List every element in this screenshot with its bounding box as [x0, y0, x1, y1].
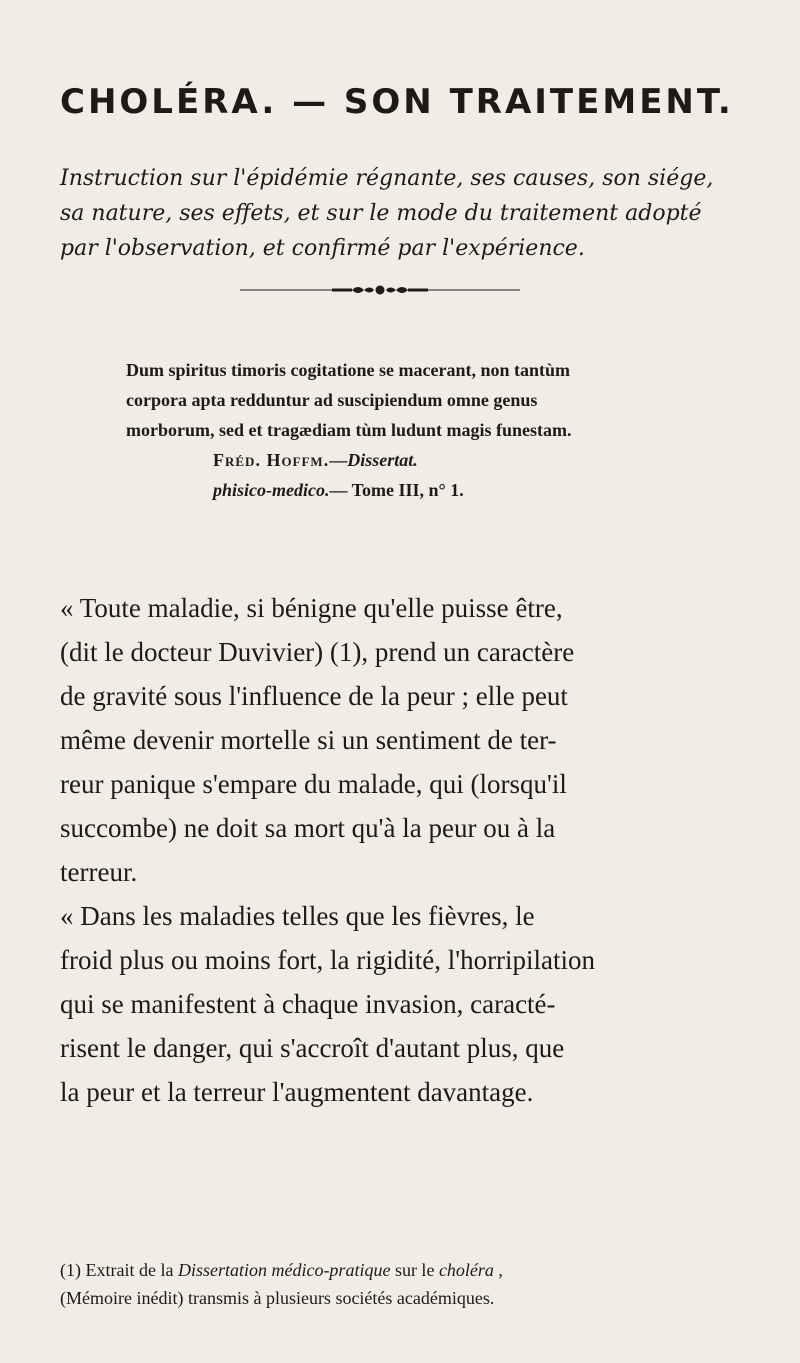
footnote-suffix: , [493, 1260, 503, 1280]
subtitle-line: par l'observation, et confirmé par l'expérience. [60, 236, 585, 261]
footnote-line [60, 1256, 780, 1284]
epigraph [126, 355, 686, 505]
epigraph-reference [213, 475, 686, 505]
footnote-italic-topic: choléra [438, 1260, 494, 1280]
subtitle-line: sa nature, ses effets, et sur le mode du traitement adopté [60, 201, 702, 226]
body-line: succombe) ne doit sa mort qu'à la peur ou à la [60, 813, 556, 843]
ornamental-divider [240, 283, 520, 297]
body-line: reur panique s'empare du malade, qui (lorsqu'il [60, 769, 567, 799]
footnote-middle: sur le [390, 1260, 439, 1280]
body-line: de gravité sous l'influence de la peur ; elle peut [60, 681, 568, 711]
body-line: risent le danger, qui s'accroît d'autant plus, que [60, 1033, 565, 1063]
epigraph-line: Dum spiritus timoris cogitatione se macerant, non tantùm [126, 360, 570, 380]
body-line: (dit le docteur Duvivier) (1), prend un caractère [60, 637, 575, 667]
body-line: qui se manifestent à chaque invasion, caracté- [60, 989, 556, 1019]
body-line: froid plus ou moins fort, la rigidité, l'horripilation [60, 945, 596, 975]
epigraph-volume: — Tome III, n° 1. [329, 480, 464, 500]
body-line: même devenir mortelle si un sentiment de ter- [60, 725, 557, 755]
epigraph-work-title: Dissertat. [347, 450, 418, 470]
body-line: « Dans les maladies telles que les fièvres, le [60, 901, 535, 931]
chapter-subtitle [60, 161, 760, 266]
epigraph-line: corpora apta redduntur ad suscipiendum omne genus [126, 390, 538, 410]
footnote [60, 1256, 780, 1312]
body-line: « Toute maladie, si bénigne qu'elle puisse être, [60, 593, 563, 623]
body-line: la peur et la terreur l'augmentent davantage. [60, 1077, 534, 1107]
body-line: terreur. [60, 857, 138, 887]
footnote-italic-title: Dissertation médico-pratique [177, 1260, 391, 1280]
subtitle-line: Instruction sur l'épidémie régnante, ses causes, son siége, [60, 166, 714, 191]
epigraph-author: Fréd. Hoffm. [213, 450, 330, 470]
epigraph-attribution: Fréd. Hoffm.—Dissertat. [213, 450, 418, 470]
epigraph-work-title: phisico-medico. [213, 480, 330, 500]
body-text [60, 586, 760, 1114]
epigraph-line: morborum, sed et tragædiam tùm ludunt magis funestam. [126, 420, 572, 440]
footnote-prefix: (1) Extrait de la [60, 1260, 178, 1280]
chapter-title: CHOLÉRA. — SON TRAITEMENT. [60, 82, 734, 122]
footnote-line: (Mémoire inédit) transmis à plusieurs sociétés académiques. [60, 1288, 495, 1308]
